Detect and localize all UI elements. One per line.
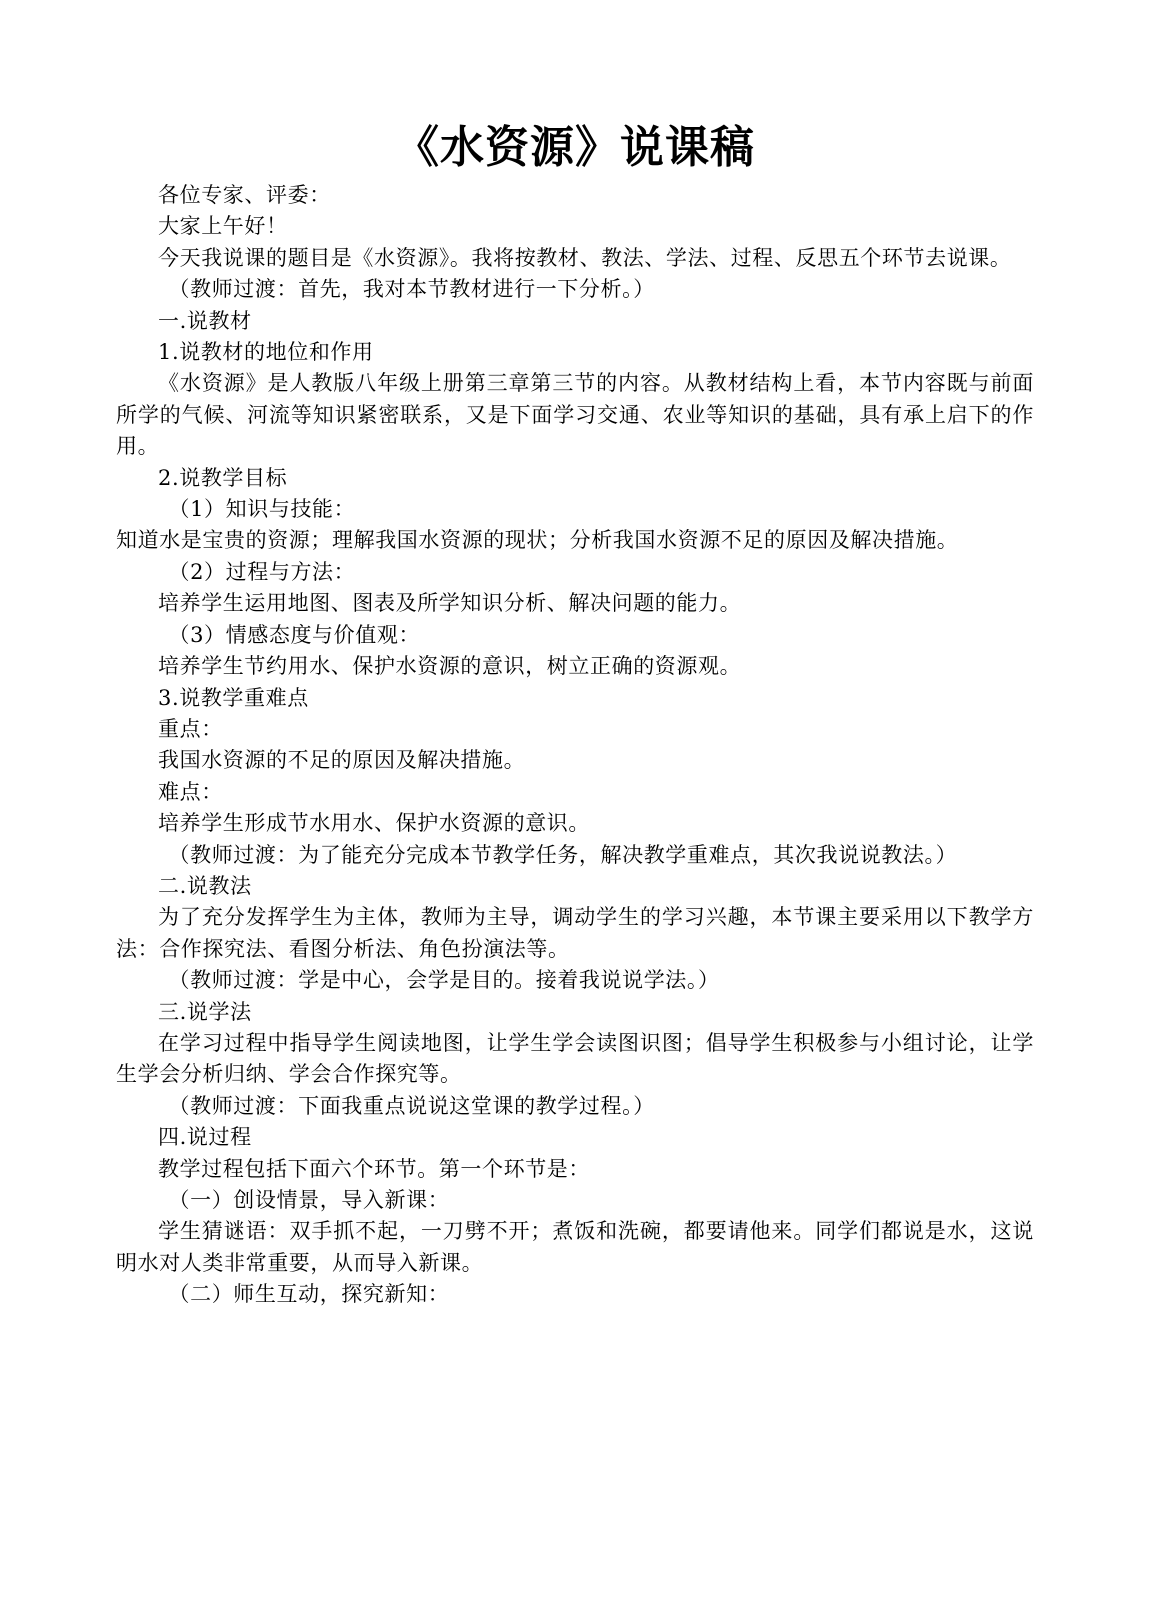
paragraph: （教师过渡：为了能充分完成本节教学任务，解决教学重难点，其次我说说教法。） xyxy=(168,842,958,867)
label: 重点： xyxy=(158,716,223,741)
document-body xyxy=(116,180,1034,1311)
subsection-heading: 1.说教材的地位和作用 xyxy=(158,340,374,365)
paragraph: 在学习过程中指导学生阅读地图，让学生学会读图识图；倡导学生积极参与小组讨论，让学生学会分析归纳、学会合作探究等。 xyxy=(116,1030,1034,1087)
paragraph: 学生猜谜语：双手抓不起，一刀劈不开；煮饭和洗碗，都要请他来。同学们都说是水，这说明水对人类非常重要，从而导入新课。 xyxy=(116,1219,1034,1275)
section-heading: 四.说过程 xyxy=(158,1125,252,1150)
subsection-heading: 3.说教学重难点 xyxy=(158,685,309,710)
paragraph: （教师过渡：学是中心，会学是目的。接着我说说学法。） xyxy=(168,968,720,993)
section-heading: 二.说教法 xyxy=(158,873,252,898)
paragraph: 为了充分发挥学生为主体，教师为主导，调动学生的学习兴趣，本节课主要采用以下教学方法：合作探究法、看图分析法、角色扮演法等。 xyxy=(116,905,1034,961)
paragraph: 教学过程包括下面六个环节。第一个环节是： xyxy=(158,1156,590,1181)
paragraph: 培养学生节约用水、保护水资源的意识，树立正确的资源观。 xyxy=(158,654,742,679)
item-heading: （2）过程与方法： xyxy=(168,559,356,584)
item-heading: （一）创设情景，导入新课： xyxy=(168,1188,450,1212)
paragraph: 培养学生运用地图、图表及所学知识分析、解决问题的能力。 xyxy=(158,591,742,616)
subsection-heading: 2.说教学目标 xyxy=(158,465,288,490)
paragraph: 各位专家、评委： xyxy=(158,183,331,207)
section-heading: 三.说学法 xyxy=(158,999,252,1024)
paragraph: 我国水资源的不足的原因及解决措施。 xyxy=(158,748,526,773)
document-title: 《水资源》说课稿 xyxy=(395,122,755,173)
paragraph: （教师过渡：下面我重点说说这堂课的教学过程。） xyxy=(168,1093,655,1118)
item-heading: （二）师生互动，探究新知： xyxy=(168,1282,450,1307)
item-heading: （1）知识与技能： xyxy=(168,497,356,522)
document-page xyxy=(116,118,1034,1311)
paragraph: 大家上午好！ xyxy=(158,214,288,239)
paragraph: 知道水是宝贵的资源；理解我国水资源的现状；分析我国水资源不足的原因及解决措施。 xyxy=(116,528,959,553)
paragraph: 《水资源》是人教版八年级上册第三章第三节的内容。从教材结构上看，本节内容既与前面所学的气候、河流等知识紧密联系，又是下面学习交通、农业等知识的基础，具有承上启下的作用。 xyxy=(116,371,1034,459)
section-heading: 一.说教材 xyxy=(158,308,252,333)
item-heading: （3）情感态度与价值观： xyxy=(168,622,421,647)
label: 难点： xyxy=(158,779,223,804)
paragraph: （教师过渡：首先，我对本节教材进行一下分析。） xyxy=(168,277,655,302)
paragraph: 培养学生形成节水用水、保护水资源的意识。 xyxy=(158,811,590,836)
paragraph: 今天我说课的题目是《水资源》。我将按教材、教法、学法、过程、反思五个环节去说课。 xyxy=(158,245,1012,270)
